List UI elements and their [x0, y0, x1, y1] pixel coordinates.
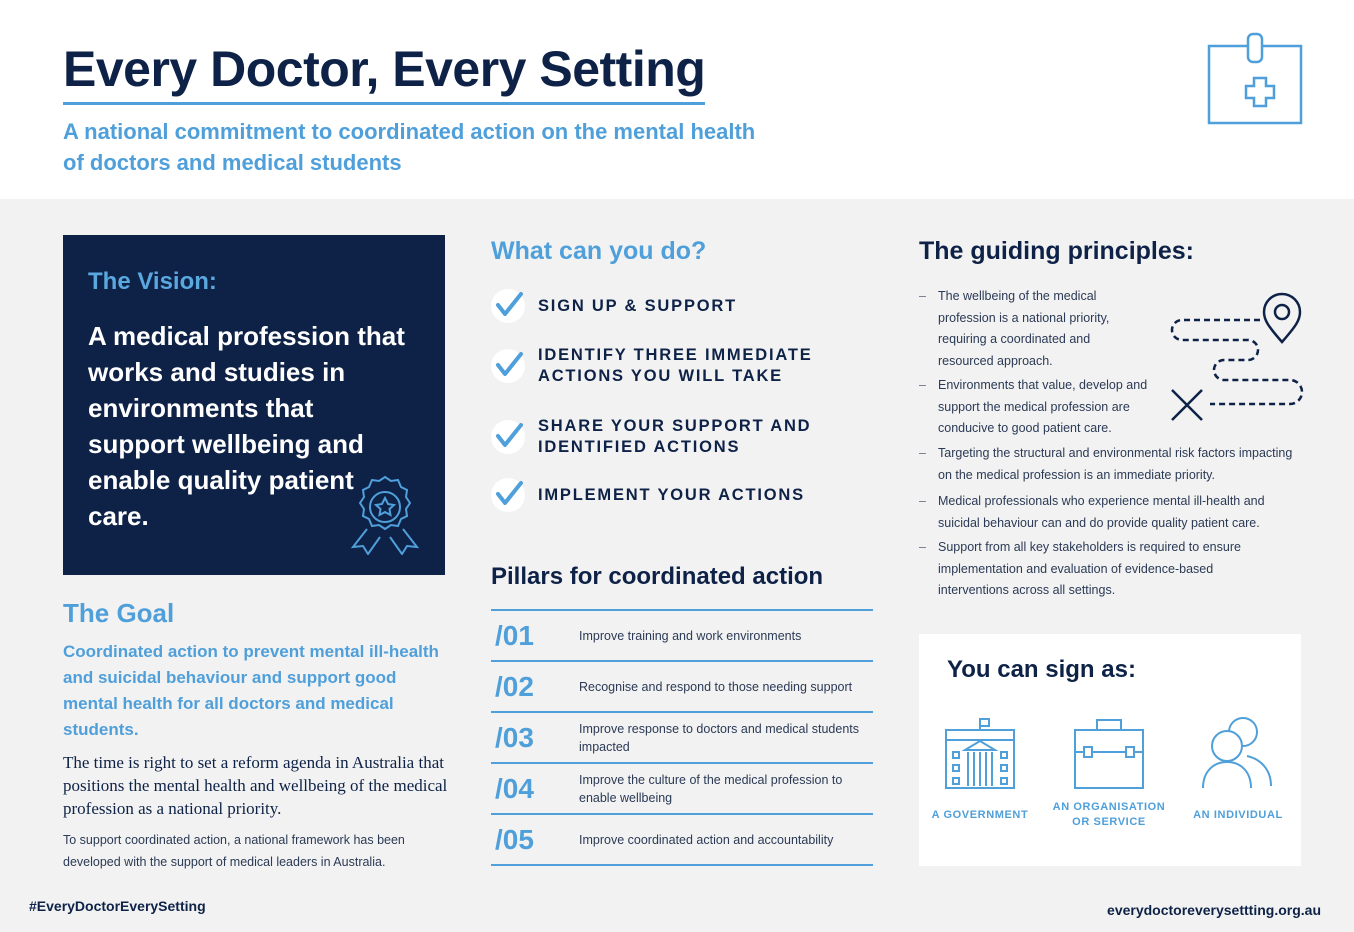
goal-label: The Goal — [63, 598, 175, 628]
hashtag: #EveryDoctorEverySetting — [29, 898, 206, 914]
route-map-pin-icon — [1166, 290, 1304, 426]
checkmark-icon — [491, 289, 525, 323]
people-icon — [1201, 716, 1275, 790]
sign-option-label: AN ORGANISATION OR SERVICE — [1052, 801, 1166, 828]
pillar-text: Improve training and work environments — [579, 628, 802, 643]
government-building-icon — [943, 716, 1017, 790]
pillars-heading: Pillars for coordinated action — [491, 563, 824, 590]
principle-text: The wellbeing of the medical profession is a national priority, requiring a coordinated and resourced approach. — [938, 289, 1110, 368]
pillar-text: Improve response to doctors and medical students impacted — [579, 721, 860, 754]
sign-card — [919, 634, 1301, 866]
page-title: Every Doctor, Every Setting — [63, 38, 705, 105]
website-link[interactable]: everydoctoreverysettting.org.au — [1107, 902, 1321, 918]
pillar-number: /05 — [495, 823, 534, 855]
what-can-you-do-heading: What can you do? — [491, 237, 707, 265]
goal-body: The time is right to set a reform agenda in Australia that positions the mental health and wellbeing of the medical profession as a national priority. — [63, 753, 448, 818]
pillar-row — [491, 713, 873, 764]
pillar-number: /03 — [495, 721, 534, 753]
sign-option-label: A GOVERNMENT — [931, 809, 1029, 821]
pillar-row — [491, 662, 873, 713]
principle-item: – Support from all key stakeholders is required to ensure implementation and evaluation of evidence-based interventions across all settings. — [919, 537, 1269, 602]
vision-statement: A medical profession that works and studies in environments that support wellbeing and enable quality patient care. — [88, 321, 405, 531]
vision-box — [63, 235, 445, 575]
pillar-number: /04 — [495, 772, 534, 804]
toolbox-icon — [1072, 716, 1146, 790]
pillar-text: Improve coordinated action and accountability — [579, 832, 834, 847]
pillar-number: /01 — [495, 619, 534, 651]
header — [0, 0, 1354, 199]
pillar-row — [491, 815, 873, 866]
medical-clipboard-icon — [1206, 32, 1304, 126]
page-subtitle: A national commitment to coordinated action on the mental health of doctors and medical students — [63, 119, 756, 175]
principle-text: Targeting the structural and environmental risk factors impacting on the medical profession is an immediate priority. — [938, 446, 1293, 482]
principle-item: – Targeting the structural and environmental risk factors impacting on the medical profession is an immediate priority. — [919, 443, 1301, 486]
pillar-row — [491, 611, 873, 662]
action-item — [491, 345, 858, 387]
action-text: IMPLEMENT YOUR ACTIONS — [538, 485, 805, 504]
checkmark-icon — [491, 478, 525, 512]
principle-item: – Medical professionals who experience mental ill-health and suicidal behaviour can and do provide quality patient care. — [919, 491, 1289, 534]
sign-option-label: AN INDIVIDUAL — [1193, 809, 1283, 821]
action-item — [491, 478, 858, 512]
goal-note: To support coordinated action, a national framework has been developed with the support of medical leaders in Australia. — [63, 833, 405, 869]
pillars-list — [491, 609, 873, 866]
action-text: SIGN UP & SUPPORT — [538, 296, 737, 315]
action-text: SHARE YOUR SUPPORT AND IDENTIFIED ACTIONS — [538, 417, 812, 456]
checkmark-icon — [491, 420, 525, 454]
goal-highlight: Coordinated action to prevent mental ill-health and suicidal behaviour and support good mental health for all doctors and medical students. — [63, 642, 439, 739]
principle-text: Medical professionals who experience mental ill-health and suicidal behaviour can and do provide quality patient care. — [938, 494, 1265, 530]
action-item — [491, 289, 858, 323]
action-item — [491, 416, 858, 458]
principle-item: – The wellbeing of the medical profession is a national priority, requiring a coordinated and resourced approach. — [919, 286, 1139, 372]
principle-text: Environments that value, develop and support the medical profession are conducive to good patient care. — [938, 378, 1148, 435]
guiding-principles-heading: The guiding principles: — [919, 237, 1194, 265]
principle-item: – Environments that value, develop and support the medical profession are conducive to good patient care. — [919, 375, 1159, 440]
action-text: IDENTIFY THREE IMMEDIATE ACTIONS YOU WILL TAKE — [538, 346, 813, 385]
vision-label: The Vision: — [88, 268, 217, 295]
pillar-number: /02 — [495, 670, 534, 702]
sign-heading: You can sign as: — [947, 656, 1136, 683]
pillar-text: Improve the culture of the medical profession to enable wellbeing — [579, 772, 843, 805]
pillar-row — [491, 764, 873, 815]
award-ribbon-icon — [347, 473, 423, 555]
principle-text: Support from all key stakeholders is required to ensure implementation and evaluation of evidence-based interventions across all settings. — [938, 540, 1241, 597]
pillar-text: Recognise and respond to those needing support — [579, 679, 853, 694]
checkmark-icon — [491, 349, 525, 383]
